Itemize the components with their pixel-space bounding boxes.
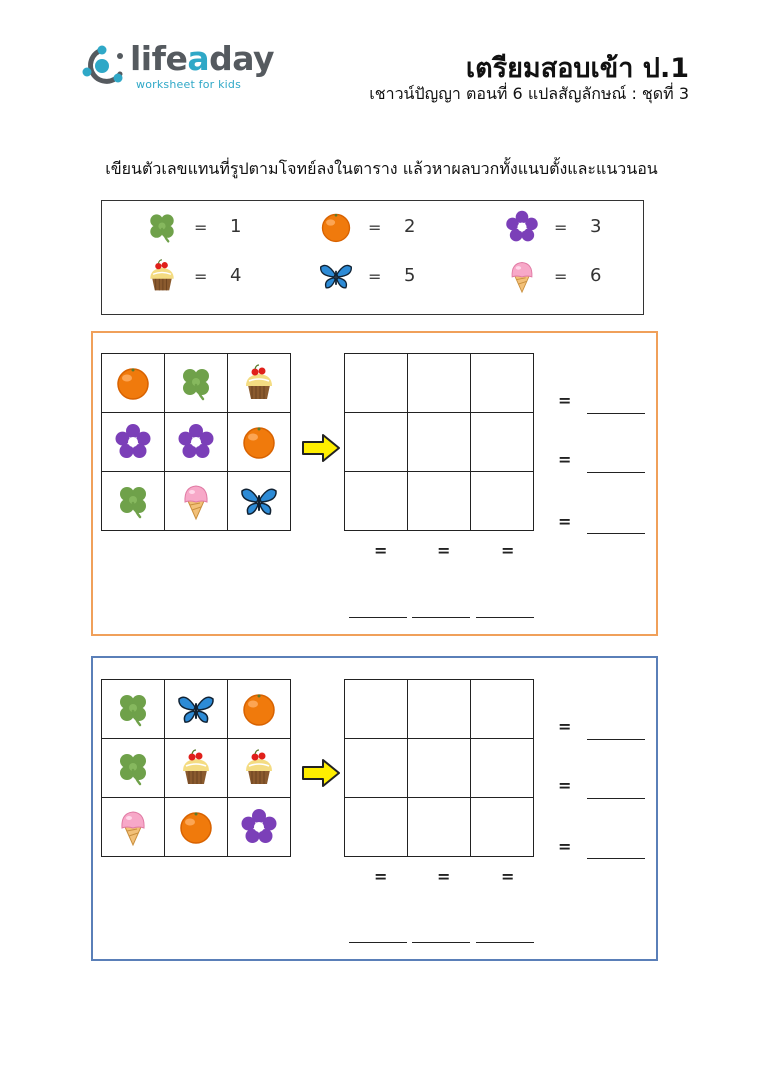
answer-cell[interactable] (345, 798, 408, 857)
exercise-panel-2 (91, 656, 658, 961)
legend-value: 3 (590, 216, 602, 237)
flower-icon (504, 209, 540, 245)
logo-wordmark: lifeaday (130, 39, 275, 78)
col-sum-equals: = (374, 541, 388, 560)
orange-icon (318, 209, 354, 245)
page-subtitle: เชาวน์ปัญญา ตอนที่ 6 แปลสัญลักษณ์ : ชุดที่ 3 (369, 84, 689, 103)
exercise-panel-1 (91, 331, 658, 636)
grid-cell (228, 354, 291, 413)
grid-cell (165, 798, 228, 857)
clover-icon (113, 748, 153, 788)
flower-icon (176, 422, 216, 462)
row-sum-equals: = (558, 717, 572, 736)
answer-cell[interactable] (408, 413, 471, 472)
answer-cell[interactable] (408, 354, 471, 413)
arrow-right-icon (301, 758, 341, 788)
legend-value: 1 (230, 216, 242, 237)
answer-cell[interactable] (345, 413, 408, 472)
grid-cell (228, 680, 291, 739)
answer-cell[interactable] (408, 798, 471, 857)
grid-cell (102, 413, 165, 472)
legend-value: 2 (404, 216, 416, 237)
icecream-icon (176, 481, 216, 521)
icecream-icon (504, 258, 540, 294)
answer-cell[interactable] (345, 680, 408, 739)
grid-cell (102, 354, 165, 413)
picture-grid (101, 353, 291, 531)
answer-cell[interactable] (471, 739, 534, 798)
grid-cell (228, 413, 291, 472)
row-sum-blank[interactable] (587, 533, 645, 534)
grid-cell (165, 680, 228, 739)
icecream-icon (113, 807, 153, 847)
col-sum-blank[interactable] (349, 942, 407, 943)
answer-cell[interactable] (471, 680, 534, 739)
grid-cell (102, 798, 165, 857)
arrow-right-icon (301, 433, 341, 463)
grid-cell (228, 472, 291, 531)
answer-cell[interactable] (345, 354, 408, 413)
legend-value: 5 (404, 265, 416, 286)
row-sum-equals: = (558, 512, 572, 531)
col-sum-blank[interactable] (476, 617, 534, 618)
answer-grid (344, 353, 534, 531)
butterfly-icon (176, 689, 216, 729)
row-sum-blank[interactable] (587, 472, 645, 473)
flower-icon (239, 807, 279, 847)
answer-grid (344, 679, 534, 857)
answer-cell[interactable] (471, 413, 534, 472)
answer-cell[interactable] (408, 739, 471, 798)
row-sum-equals: = (558, 776, 572, 795)
col-sum-equals: = (501, 541, 515, 560)
row-sum-blank[interactable] (587, 413, 645, 414)
logo-tagline: worksheet for kids (136, 78, 242, 91)
grid-cell (165, 739, 228, 798)
answer-cell[interactable] (471, 354, 534, 413)
grid-cell (165, 354, 228, 413)
grid-cell (165, 472, 228, 531)
col-sum-equals: = (437, 541, 451, 560)
clover-icon (113, 689, 153, 729)
col-sum-blank[interactable] (476, 942, 534, 943)
cupcake-icon (239, 748, 279, 788)
col-sum-equals: = (437, 867, 451, 886)
butterfly-icon (318, 258, 354, 294)
page-title: เตรียมสอบเข้า ป.1 (465, 53, 689, 84)
grid-cell (102, 739, 165, 798)
cupcake-icon (239, 363, 279, 403)
row-sum-equals: = (558, 837, 572, 856)
logo-molecule-icon (80, 44, 128, 88)
orange-icon (239, 422, 279, 462)
legend-value: 4 (230, 265, 242, 286)
grid-cell (228, 739, 291, 798)
picture-grid (101, 679, 291, 857)
row-sum-blank[interactable] (587, 858, 645, 859)
col-sum-blank[interactable] (412, 617, 470, 618)
answer-cell[interactable] (408, 472, 471, 531)
instruction-text: เขียนตัวเลขแทนที่รูปตามโจทย์ลงในตาราง แล้วหาผลบวกทั้งแนบตั้งและแนวนอน (105, 159, 658, 178)
row-sum-blank[interactable] (587, 739, 645, 740)
flower-icon (113, 422, 153, 462)
orange-icon (113, 363, 153, 403)
col-sum-blank[interactable] (349, 617, 407, 618)
clover-icon (144, 209, 180, 245)
grid-cell (102, 680, 165, 739)
row-sum-equals: = (558, 391, 572, 410)
row-sum-equals: = (558, 450, 572, 469)
answer-cell[interactable] (471, 472, 534, 531)
grid-cell (102, 472, 165, 531)
answer-cell[interactable] (345, 472, 408, 531)
answer-cell[interactable] (408, 680, 471, 739)
butterfly-icon (239, 481, 279, 521)
row-sum-blank[interactable] (587, 798, 645, 799)
cupcake-icon (176, 748, 216, 788)
clover-icon (113, 481, 153, 521)
grid-cell (228, 798, 291, 857)
lifeaday-logo (80, 38, 280, 94)
cupcake-icon (144, 258, 180, 294)
answer-cell[interactable] (345, 739, 408, 798)
col-sum-equals: = (501, 867, 515, 886)
symbol-legend: = 1 = 2 = 3 = 4 = 5 = 6 (101, 200, 644, 315)
orange-icon (239, 689, 279, 729)
grid-cell (165, 413, 228, 472)
orange-icon (176, 807, 216, 847)
col-sum-equals: = (374, 867, 388, 886)
clover-icon (176, 363, 216, 403)
answer-cell[interactable] (471, 798, 534, 857)
legend-value: 6 (590, 265, 602, 286)
col-sum-blank[interactable] (412, 942, 470, 943)
